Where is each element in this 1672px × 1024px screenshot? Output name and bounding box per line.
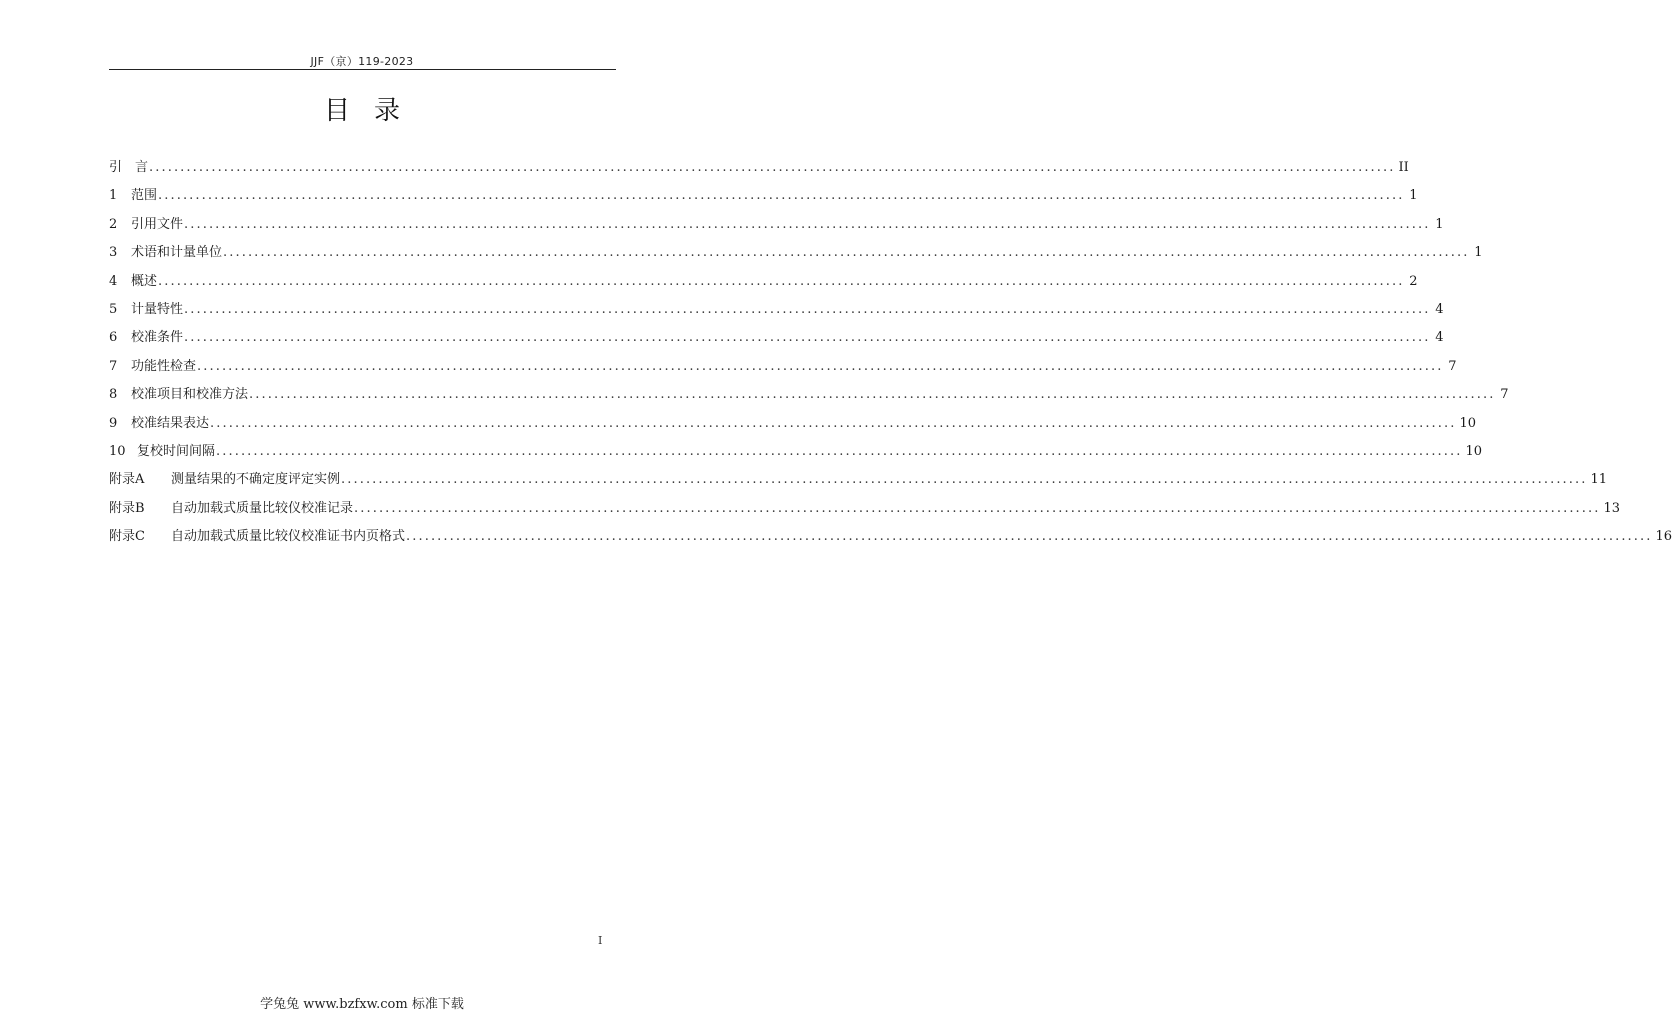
toc-entry-number: 引 xyxy=(109,160,123,175)
header-divider xyxy=(109,69,616,70)
toc-entry-number: 附录C xyxy=(109,529,145,545)
toc-entry-number: 10 xyxy=(109,443,126,459)
toc-entry-title: 测量结果的不确定度评定实例 xyxy=(171,472,341,488)
dot-leader: ........................................................................................................................................................................................................ xyxy=(149,160,1396,175)
toc-entry-number: 9 xyxy=(109,415,118,431)
toc-entry-page: 13 xyxy=(1603,500,1621,516)
toc-entry-page: 7 xyxy=(1500,387,1509,403)
toc-entry-title: 功能性检查 xyxy=(131,358,197,374)
toc-entry-title: 校准项目和校准方法 xyxy=(131,387,249,403)
dot-leader: ........................................................................................................................................................................................................ xyxy=(406,529,1653,545)
toc-entry-title: 校准条件 xyxy=(131,330,184,346)
toc-entry-page: 1 xyxy=(1474,245,1483,261)
dot-leader: ........................................................................................................................................................................................................ xyxy=(184,216,1431,232)
toc-entry-number: 附录B xyxy=(109,500,145,516)
dot-leader: ........................................................................................................................................................................................................ xyxy=(158,188,1405,204)
toc-entry-page: 10 xyxy=(1459,415,1477,431)
toc-entry-number: 4 xyxy=(109,273,118,289)
toc-entry-title: 言 xyxy=(135,160,149,175)
toc-entry-title: 计量特性 xyxy=(131,301,184,317)
dot-leader: ........................................................................................................................................................................................................ xyxy=(184,330,1431,346)
toc-entry[interactable] xyxy=(109,300,1444,328)
table-of-contents xyxy=(109,158,1672,555)
toc-entry[interactable] xyxy=(109,215,1444,243)
toc-entry[interactable] xyxy=(109,527,1672,555)
dot-leader: ........................................................................................................................................................................................................ xyxy=(341,472,1588,488)
toc-entry-page: 7 xyxy=(1448,358,1457,374)
title-char-1: 目 xyxy=(323,96,350,126)
toc-entry-page: 10 xyxy=(1465,443,1483,459)
dot-leader: ........................................................................................................................................................................................................ xyxy=(354,500,1601,516)
toc-entry-page: 16 xyxy=(1655,529,1672,545)
toc-entry-page: 11 xyxy=(1590,472,1608,488)
toc-entry-number: 1 xyxy=(109,188,118,204)
toc-entry-title: 范围 xyxy=(131,188,158,204)
toc-entry[interactable] xyxy=(109,385,1509,413)
toc-entry-title: 校准结果表达 xyxy=(131,415,210,431)
toc-entry[interactable] xyxy=(109,158,1409,186)
toc-entry-number: 3 xyxy=(109,245,118,261)
toc-entry[interactable] xyxy=(109,470,1608,498)
dot-leader: ........................................................................................................................................................................................................ xyxy=(249,387,1496,403)
toc-entry-title: 自动加载式质量比较仪校准证书内页格式 xyxy=(171,529,406,545)
page-number: I xyxy=(598,934,603,947)
toc-entry-page: 4 xyxy=(1435,330,1444,346)
dot-leader: ........................................................................................................................................................................................................ xyxy=(158,273,1405,289)
toc-entry-page: 1 xyxy=(1435,216,1444,232)
toc-entry[interactable] xyxy=(109,357,1457,385)
dot-leader: ........................................................................................................................................................................................................ xyxy=(210,415,1457,431)
toc-entry-number: 2 xyxy=(109,216,118,232)
document-code-header: JJF（京）119-2023 xyxy=(310,55,414,68)
toc-entry[interactable] xyxy=(109,186,1418,214)
toc-entry-title: 概述 xyxy=(131,273,158,289)
toc-entry-title: 术语和计量单位 xyxy=(131,245,223,261)
toc-entry-number: 7 xyxy=(109,358,118,374)
toc-entry[interactable] xyxy=(109,272,1418,300)
toc-entry[interactable] xyxy=(109,499,1621,527)
toc-entry-page: 1 xyxy=(1409,188,1418,204)
watermark-text: 学兔兔 www.bzfxw.com 标准下载 xyxy=(260,997,464,1012)
dot-leader: ........................................................................................................................................................................................................ xyxy=(216,443,1463,459)
toc-entry[interactable] xyxy=(109,328,1444,356)
toc-entry-title: 自动加载式质量比较仪校准记录 xyxy=(171,500,354,516)
dot-leader: ........................................................................................................................................................................................................ xyxy=(223,245,1470,261)
title-char-2: 录 xyxy=(374,96,401,126)
toc-entry-number: 附录A xyxy=(109,472,145,488)
toc-entry-page: II xyxy=(1398,160,1409,175)
toc-entry-page: 2 xyxy=(1409,273,1418,289)
toc-entry-number: 6 xyxy=(109,330,118,346)
toc-entry-title: 引用文件 xyxy=(131,216,184,232)
toc-entry[interactable] xyxy=(109,442,1483,470)
toc-entry-number: 8 xyxy=(109,387,118,403)
toc-entry[interactable] xyxy=(109,414,1477,442)
toc-entry[interactable] xyxy=(109,243,1483,271)
toc-entry-number: 5 xyxy=(109,301,118,317)
page-title xyxy=(0,90,724,127)
toc-entry-page: 4 xyxy=(1435,301,1444,317)
toc-entry-title: 复校时间间隔 xyxy=(137,443,216,459)
dot-leader: ........................................................................................................................................................................................................ xyxy=(184,301,1431,317)
dot-leader: ........................................................................................................................................................................................................ xyxy=(197,358,1444,374)
